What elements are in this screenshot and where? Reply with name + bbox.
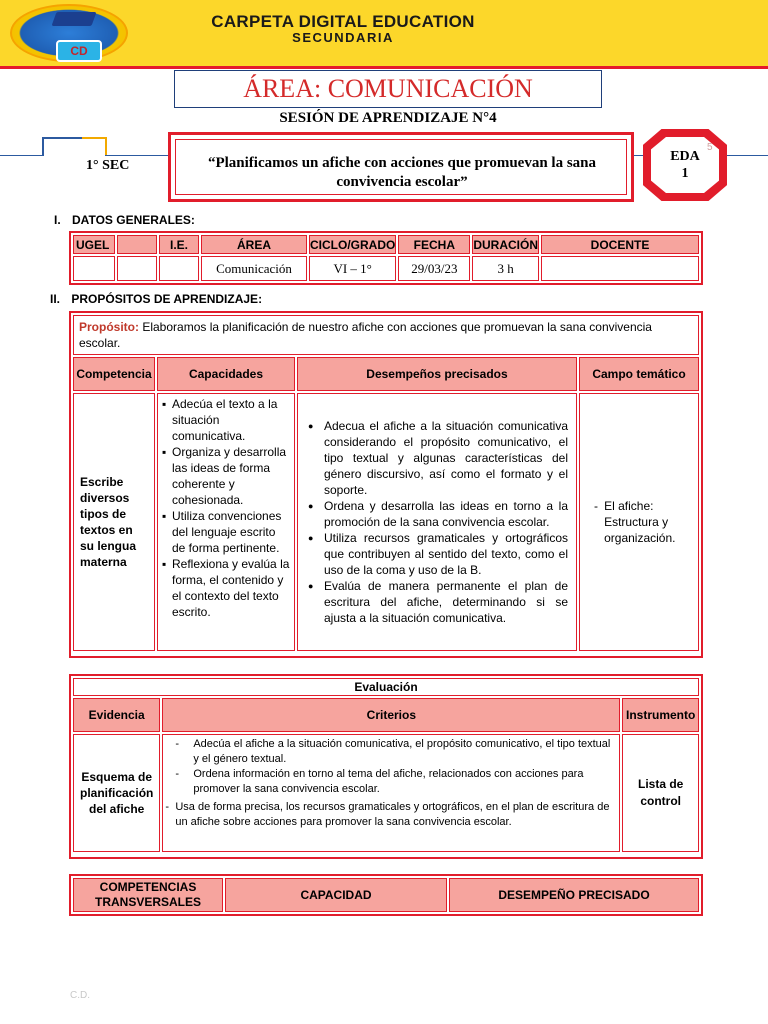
header-ciclo: CICLO/GRADO xyxy=(309,235,396,254)
header-divider xyxy=(0,66,768,69)
capacidades-cell xyxy=(157,393,295,651)
session-title: SESIÓN DE APRENDIZAJE N°4 xyxy=(279,110,497,126)
dash-icon: - xyxy=(175,768,180,780)
competencia-cell: Escribe diversos tipos de textos en su lengua materna xyxy=(73,393,155,651)
section-number: I. xyxy=(54,213,61,227)
area-title: ÁREA: COMUNICACIÓN xyxy=(243,74,533,103)
header-evidencia: Evidencia xyxy=(73,698,160,732)
table-row xyxy=(73,357,699,391)
header-ie: I.E. xyxy=(159,235,199,254)
instrumento-cell: Lista de control xyxy=(622,734,699,852)
header-desempeno-precisado: DESEMPEÑO PRECISADO xyxy=(449,878,699,912)
eda-label xyxy=(651,148,719,182)
list-item: ● Ordena y desarrolla las ideas en torno a la promoción de la sana convivencia escolar. xyxy=(308,498,568,530)
criterios-cell xyxy=(162,734,620,852)
decorative-line xyxy=(42,137,44,156)
header-capacidad: CAPACIDAD xyxy=(225,878,447,912)
decorative-line xyxy=(105,155,170,156)
evidencia-cell: Esquema de planificación del afiche xyxy=(73,734,160,852)
list-item: ● Utiliza recursos gramaticales y ortográficos que contribuyen al sentido del texto, como el uso de la coma y uso de la B. xyxy=(308,530,568,578)
transversales-table xyxy=(71,876,701,914)
graduation-cap-icon xyxy=(51,12,96,26)
list-item: ▪ Organiza y desarrolla las ideas de forma coherente y cohesionada. xyxy=(162,444,290,508)
dash-icon: - xyxy=(594,499,598,513)
list-item: ● Evalúa de manera permanente el plan de escritura del afiche, determinando si se ajusta a la situación comunicativa. xyxy=(308,578,568,626)
value-ie xyxy=(159,256,199,281)
section-heading-propositos xyxy=(50,292,262,306)
value-area: Comunicación xyxy=(201,256,307,281)
header-ugel: UGEL xyxy=(73,235,115,254)
criterio-text: Adecúa el afiche a la situación comunicativa, el propósito comunicativo, el tipo textual y el género textual. xyxy=(193,738,611,765)
watermark: C.D. xyxy=(70,990,90,1001)
grade-label: 1° SEC xyxy=(86,158,130,173)
header-competencia: Competencia xyxy=(73,357,155,391)
session-theme: “Planificamos un afiche con acciones que promuevan la sana convivencia escolar” xyxy=(207,155,597,190)
list-item: ▪ Adecúa el texto a la situación comunicativa. xyxy=(162,396,290,444)
section-title: DATOS GENERALES: xyxy=(72,213,195,227)
desempenos-cell xyxy=(297,393,577,651)
value-docente xyxy=(541,256,699,281)
criterio-item xyxy=(175,737,613,767)
desempenos-list xyxy=(308,418,568,626)
table-row xyxy=(73,315,699,355)
value-duracion: 3 h xyxy=(472,256,539,281)
evaluacion-table xyxy=(71,676,701,854)
datos-table xyxy=(71,233,701,283)
header-instrumento: Instrumento xyxy=(622,698,699,732)
propositos-table xyxy=(71,313,701,653)
proposito-text: Elaboramos la planificación de nuestro afiche con acciones que promuevan la sana convivencia escolar. xyxy=(79,320,652,350)
decorative-line xyxy=(105,137,107,156)
list-item: ▪ Utiliza convenciones del lenguaje escrito de forma pertinente. xyxy=(162,508,290,556)
proposito-label: Propósito: xyxy=(79,320,139,334)
header-fecha: FECHA xyxy=(398,235,470,254)
table-row xyxy=(73,256,699,281)
logo-text: CD xyxy=(56,40,102,62)
campo-item xyxy=(594,498,692,546)
list-item: ▪ Reflexiona y evalúa la forma, el contenido y el contexto del texto escrito. xyxy=(162,556,290,620)
table-row xyxy=(73,393,699,651)
value-fecha: 29/03/23 xyxy=(398,256,470,281)
brand-subtitle: SECUNDARIA xyxy=(292,30,394,45)
list-item: ● Adecua el afiche a la situación comunicativa considerando el propósito comunicativo, el tipo textual y algunas características del género discursivo, así como el formato y el soporte. xyxy=(308,418,568,498)
table-row xyxy=(73,235,699,254)
decorative-line xyxy=(42,137,82,139)
section-number: II. xyxy=(50,292,61,306)
criterio-item xyxy=(165,800,613,830)
brand-title: CARPETA DIGITAL EDUCATION xyxy=(211,12,475,31)
header-capacidades: Capacidades xyxy=(157,357,295,391)
value-ciclo: VI – 1° xyxy=(309,256,396,281)
header-docente: DOCENTE xyxy=(541,235,699,254)
table-row xyxy=(73,734,699,852)
criterio-text: Ordena información en torno al tema del afiche, relacionados con acciones para promover la sana convivencia escolar. xyxy=(193,768,584,795)
header-campo: Campo temático xyxy=(579,357,699,391)
header-desempenos: Desempeños precisados xyxy=(297,357,577,391)
criterio-text: Usa de forma precisa, los recursos gramaticales y ortográficos, en el plan de escritura de un afiche sobre acciones para promover la sana convivencia escolar. xyxy=(175,801,610,828)
campo-cell xyxy=(579,393,699,651)
header-area: ÁREA xyxy=(201,235,307,254)
section-heading-datos xyxy=(54,213,195,227)
value-empty xyxy=(117,256,157,281)
header-criterios: Criterios xyxy=(162,698,620,732)
value-ugel xyxy=(73,256,115,281)
proposito-cell xyxy=(73,315,699,355)
decorative-line xyxy=(0,155,42,156)
brand-logo-icon xyxy=(10,4,128,62)
evaluacion-title: Evaluación xyxy=(73,678,699,696)
criterio-item xyxy=(175,767,613,797)
dash-icon: - xyxy=(165,801,170,813)
capacidades-list xyxy=(162,396,290,620)
header-competencias-transversales: COMPETENCIAS TRANSVERSALES xyxy=(73,878,223,912)
table-row xyxy=(73,698,699,732)
decorative-line xyxy=(82,137,107,139)
eda-label-text: EDA xyxy=(670,149,700,164)
dash-icon: - xyxy=(175,738,180,750)
page-number: 5 xyxy=(707,142,713,153)
header-duracion: DURACIÓN xyxy=(472,235,539,254)
table-row xyxy=(73,678,699,696)
campo-text: El afiche: Estructura y organización. xyxy=(604,499,676,545)
eda-number: 1 xyxy=(681,166,689,181)
table-row xyxy=(73,878,699,912)
section-title: PROPÓSITOS DE APRENDIZAJE: xyxy=(71,292,263,306)
header-empty xyxy=(117,235,157,254)
